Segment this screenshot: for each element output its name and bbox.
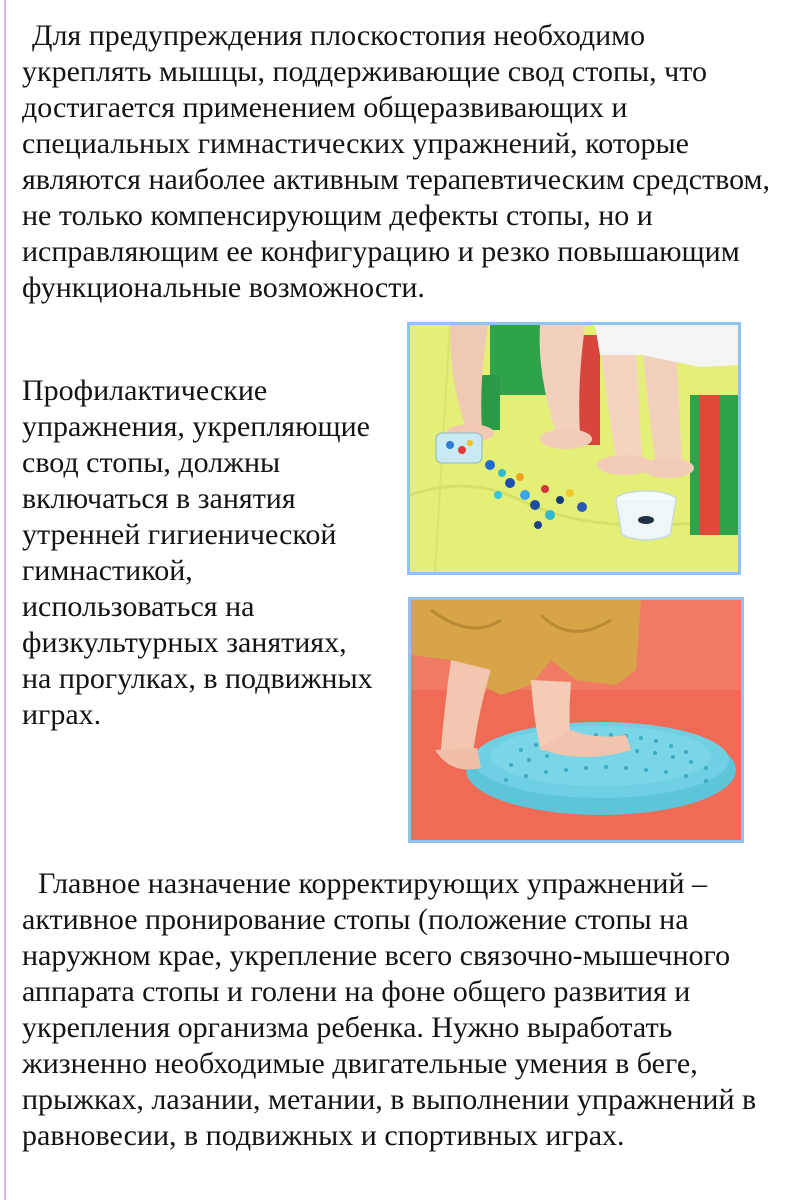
left-margin-line <box>4 0 6 1200</box>
balance-disc-photo <box>408 597 744 843</box>
profilaxis-paragraph: Профилактические упражнения, укрепляющие свод стопы, должны включаться в занятия утренней гигиенической гимнастикой, использоваться на физкультурных занятиях, на прогулках, в подвижных играх. <box>22 374 373 731</box>
intro-paragraph: Для предупреждения плоскостопия необходимо укреплять мышцы, поддерживающие свод стопы, что достигается применением общеразвивающих и специальных гимнастических упражнений, которые являются наиболее активным терапевтическим средством, не только компенсирующим дефекты стопы, но и исправляющим ее конфигурацию и резко повышающим функциональные возможности. <box>22 19 771 304</box>
children-feet-beads-illustration <box>410 325 738 572</box>
main-goal-paragraph: Главное назначение корректирующих упражнений – активное пронирование стопы (положение стопы на наружном крае, укрепление всего связочно-мышечного аппарата стопы и голени на фоне общего развития и укрепления организма ребенка. Нужно выработать жизненно необходимые двигательные умения в беге, прыжках, лазании, метании, в выполнении упражнений в равновесии, в подвижных и спортивных играх. <box>22 867 757 1152</box>
children-feet-beads-photo <box>407 322 741 575</box>
balance-disc-illustration <box>411 600 741 840</box>
